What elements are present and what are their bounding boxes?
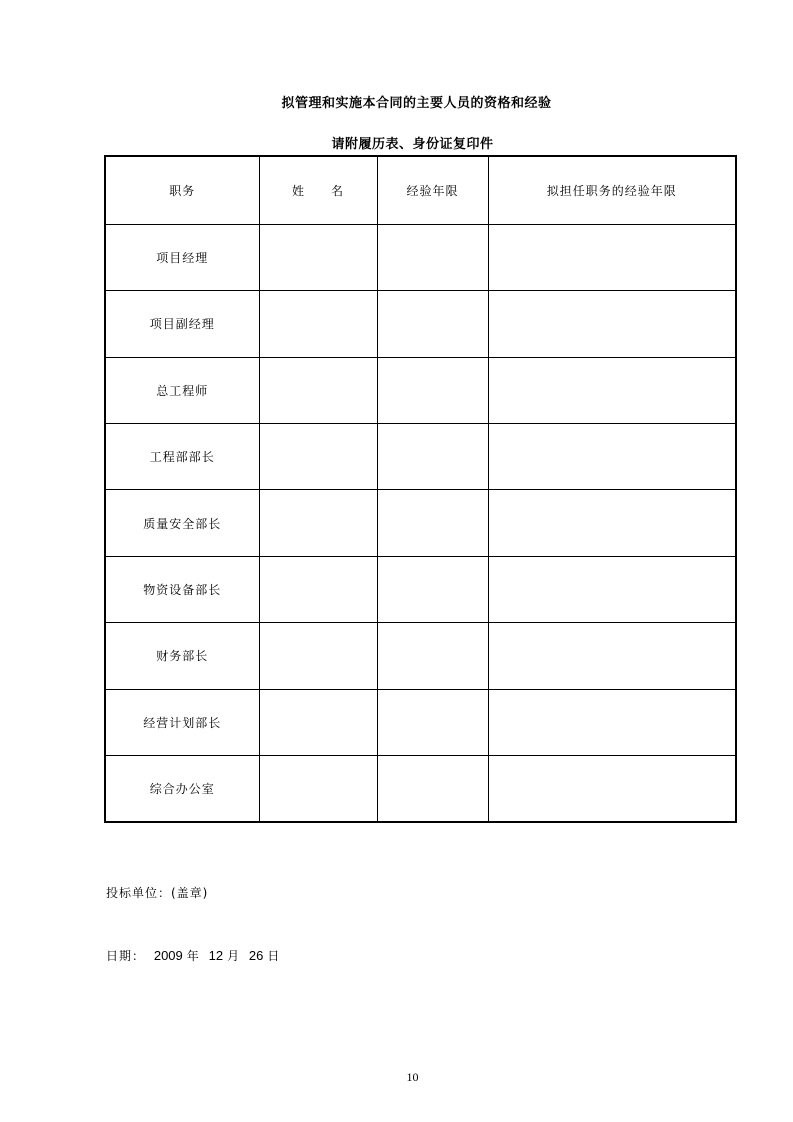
experience-cell[interactable] — [377, 623, 488, 689]
table-row — [105, 756, 736, 822]
position-cell: 质量安全部长 — [105, 490, 259, 556]
experience-cell[interactable] — [377, 291, 488, 357]
position-cell: 总工程师 — [105, 357, 259, 423]
name-cell[interactable] — [259, 224, 377, 290]
table-row — [105, 224, 736, 290]
name-cell[interactable] — [259, 490, 377, 556]
role-experience-cell[interactable] — [488, 424, 736, 490]
position-cell: 项目副经理 — [105, 291, 259, 357]
position-cell: 财务部长 — [105, 623, 259, 689]
role-experience-cell[interactable] — [488, 291, 736, 357]
date-label: 日期： — [106, 949, 146, 963]
personnel-table — [104, 155, 737, 823]
position-cell: 综合办公室 — [105, 756, 259, 822]
position-cell: 经营计划部长 — [105, 689, 259, 755]
table-row — [105, 623, 736, 689]
year-unit: 年 — [186, 949, 200, 963]
header-position: 职务 — [105, 156, 259, 224]
date-year: 2009 — [153, 948, 183, 963]
table-row — [105, 357, 736, 423]
experience-cell[interactable] — [377, 689, 488, 755]
role-experience-cell[interactable] — [488, 224, 736, 290]
document-title: 拟管理和实施本合同的主要人员的资格和经验 — [281, 96, 552, 111]
document-subtitle: 请附履历表、身份证复印件 — [331, 137, 494, 152]
name-cell[interactable] — [259, 623, 377, 689]
table-row — [105, 556, 736, 622]
experience-cell[interactable] — [377, 756, 488, 822]
table-row — [105, 689, 736, 755]
date-month: 12 — [208, 948, 224, 963]
table-row — [105, 424, 736, 490]
role-experience-cell[interactable] — [488, 689, 736, 755]
role-experience-cell[interactable] — [488, 756, 736, 822]
header-role-experience: 拟担任职务的经验年限 — [488, 156, 736, 224]
page-number: 10 — [406, 1070, 419, 1084]
position-cell: 工程部部长 — [105, 424, 259, 490]
date-day: 26 — [248, 948, 264, 963]
role-experience-cell[interactable] — [488, 490, 736, 556]
name-cell[interactable] — [259, 424, 377, 490]
name-cell[interactable] — [259, 291, 377, 357]
position-cell: 物资设备部长 — [105, 556, 259, 622]
role-experience-cell[interactable] — [488, 623, 736, 689]
name-cell[interactable] — [259, 357, 377, 423]
experience-cell[interactable] — [377, 556, 488, 622]
bidder-stamp-label: 投标单位：(盖章) — [106, 886, 209, 900]
month-unit: 月 — [227, 949, 241, 963]
date-line — [106, 947, 280, 964]
experience-cell[interactable] — [377, 490, 488, 556]
name-cell[interactable] — [259, 689, 377, 755]
header-name: 姓 名 — [259, 156, 377, 224]
position-cell: 项目经理 — [105, 224, 259, 290]
role-experience-cell[interactable] — [488, 357, 736, 423]
name-cell[interactable] — [259, 756, 377, 822]
experience-cell[interactable] — [377, 357, 488, 423]
day-unit: 日 — [267, 949, 281, 963]
table-row — [105, 291, 736, 357]
experience-cell[interactable] — [377, 224, 488, 290]
role-experience-cell[interactable] — [488, 556, 736, 622]
header-experience: 经验年限 — [377, 156, 488, 224]
experience-cell[interactable] — [377, 424, 488, 490]
table-row — [105, 490, 736, 556]
name-cell[interactable] — [259, 556, 377, 622]
table-header-row — [105, 156, 736, 224]
